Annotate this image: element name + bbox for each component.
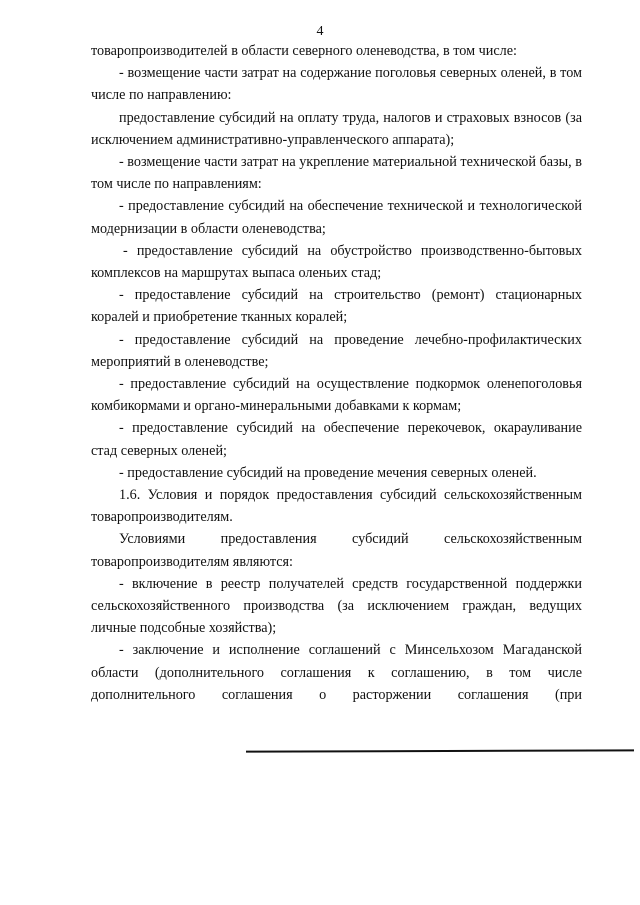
paragraph-1: товаропроизводителей в области северного оленеводства, в том числе: (91, 43, 518, 59)
paragraph-5: - предоставление субсидий на обеспечение технической и технологической модернизации в области оленеводства; (91, 198, 582, 237)
page-number: 4 (316, 24, 324, 39)
paragraph-12: 1.6. Условия и порядок предоставления субсидий сельскохозяйственным товаропроизводителям. (91, 487, 582, 526)
paragraph-15: - заключение и исполнение соглашений с Минсельхозом Магаданской области (дополнительного соглашения к соглашению, в том числе дополнительного соглашения о расторжении соглашения (при (91, 642, 582, 703)
paragraph-9: - предоставление субсидий на осуществление подкормок оленепоголовья комбикормами и органо-минеральными добавками к кормам; (91, 376, 582, 415)
paragraph-4: - возмещение части затрат на укрепление материальной технической базы, в том числе по направлениям: (91, 154, 582, 193)
paragraph-10: - предоставление субсидий на обеспечение перекочевок, окарауливание стад северных оленей; (91, 420, 582, 459)
paragraph-14: - включение в реестр получателей средств государственной поддержки сельскохозяйственного производства (за исключением граждан, ведущих личные подсобные хозяйства); (91, 575, 582, 637)
paragraph-6: - предоставление субсидий на обустройство производственно-бытовых комплексов на маршрутах выпаса оленьих стад; (91, 242, 582, 282)
document-body (91, 40, 582, 706)
footer-rule (246, 749, 634, 752)
paragraph-8: - предоставление субсидий на проведение лечебно-профилактических мероприятий в оленеводстве; (91, 331, 582, 370)
paragraph-13: Условиями предоставления субсидий сельскохозяйственным товаропроизводителям являются: (91, 531, 582, 570)
paragraph-2: - возмещение части затрат на содержание поголовья северных оленей, в том числе по направлению: (91, 65, 582, 104)
paragraph-3: предоставление субсидий на оплату труда, налогов и страховых взносов (за исключением административно-управленческого аппарата); (91, 109, 582, 148)
paragraph-11: - предоставление субсидий на проведение мечения северных оленей. (119, 464, 537, 481)
paragraph-7: - предоставление субсидий на строительство (ремонт) стационарных коралей и приобретение тканных коралей; (91, 287, 582, 326)
